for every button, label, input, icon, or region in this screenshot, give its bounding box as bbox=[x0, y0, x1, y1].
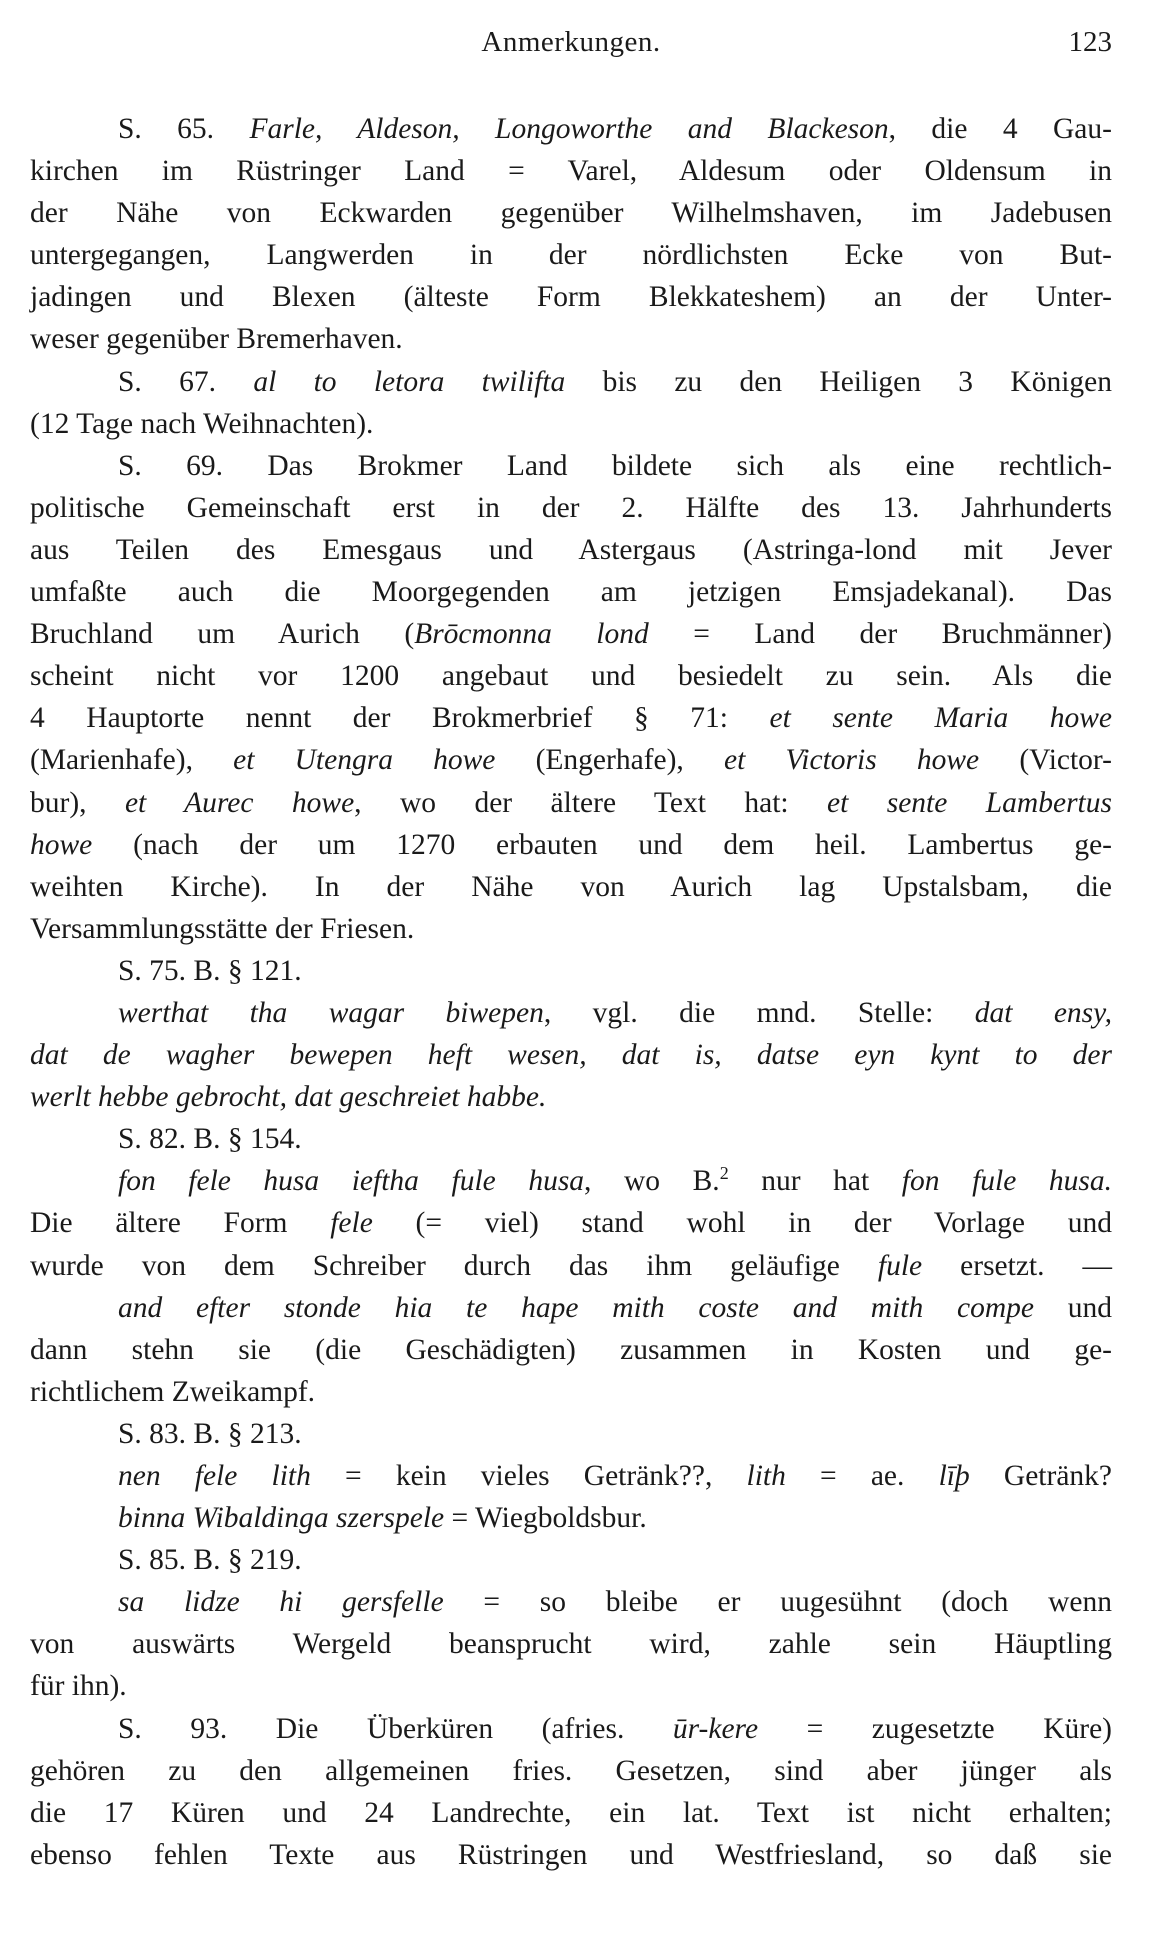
text-line bbox=[30, 150, 1112, 192]
italic-quote: et sente Maria howe bbox=[769, 702, 1112, 735]
italic-quote: howe bbox=[30, 828, 93, 861]
text-line bbox=[30, 1581, 1112, 1623]
text-run: und bbox=[1034, 1291, 1113, 1324]
text-run: bur), bbox=[30, 786, 125, 819]
text-line bbox=[30, 697, 1112, 739]
text-run: für ihn). bbox=[30, 1670, 127, 1703]
italic-quote: fon fule husa. bbox=[901, 1165, 1112, 1198]
text-run: , wo der ältere Text hat: bbox=[354, 786, 828, 819]
text-run: dann stehn sie (die Geschädigten) zusammen in Kosten und ge- bbox=[30, 1333, 1112, 1366]
text-line bbox=[30, 1539, 1112, 1581]
text-line bbox=[30, 361, 1112, 403]
text-run: S. 82. B. § 154. bbox=[118, 1123, 302, 1156]
text-run: weihten Kirche). In der Nähe von Aurich lag Upstalsbam, die bbox=[30, 870, 1112, 903]
text-line bbox=[30, 1834, 1112, 1876]
text-line bbox=[30, 1287, 1112, 1329]
text-line bbox=[30, 866, 1112, 908]
text-line bbox=[30, 1034, 1112, 1076]
italic-quote: werlt hebbe gebrocht, dat geschreiet habbe. bbox=[30, 1081, 547, 1114]
italic-quote: fon fele husa ieftha fule husa bbox=[118, 1165, 585, 1198]
text-run: S. 75. B. § 121. bbox=[118, 954, 302, 987]
notes-body bbox=[30, 108, 1112, 1876]
text-run: S. 69. Das Brokmer Land bildete sich als eine rechtlich- bbox=[118, 449, 1112, 482]
running-header bbox=[30, 26, 1112, 66]
text-run: S. 65. bbox=[118, 113, 250, 145]
text-line bbox=[30, 403, 1112, 445]
text-run: kirchen im Rüstringer Land = Varel, Aldesum oder Oldensum in bbox=[30, 155, 1112, 188]
text-run: umfaßte auch die Moorgegenden am jetzigen Emsjadekanal). Das bbox=[30, 576, 1112, 609]
text-line bbox=[30, 1665, 1112, 1707]
text-run: bis zu den Heiligen 3 Königen bbox=[565, 365, 1112, 398]
text-line bbox=[30, 1118, 1112, 1160]
text-run: aus Teilen des Emesgaus und Astergaus (Astringa-lond mit Jever bbox=[30, 533, 1112, 566]
text-run: (Marienhafe), bbox=[30, 744, 234, 777]
text-run: = zugesetzte Küre) bbox=[758, 1712, 1112, 1745]
text-run: (12 Tage nach Weihnachten). bbox=[30, 407, 374, 440]
italic-quote: sa lidze hi gersfelle bbox=[118, 1586, 444, 1619]
text-line bbox=[30, 192, 1112, 234]
italic-quote: dat ensy, bbox=[974, 996, 1112, 1029]
text-line bbox=[30, 1413, 1112, 1455]
italic-quote: et Aurec howe bbox=[124, 786, 355, 819]
text-line bbox=[30, 1371, 1112, 1413]
text-run: S. 67. bbox=[118, 365, 254, 398]
text-line bbox=[30, 487, 1112, 529]
text-line bbox=[30, 1497, 1112, 1539]
text-run: jadingen und Blexen (älteste Form Blekkateshem) an der Unter- bbox=[30, 281, 1112, 314]
italic-quote: Farle, Aldeson, Longoworthe and Blackeson bbox=[249, 113, 889, 145]
text-line bbox=[30, 571, 1112, 613]
superscript: 2 bbox=[719, 1163, 729, 1184]
italic-quote: al to letora twilifta bbox=[253, 365, 566, 398]
text-run: = kein vieles Getränk??, bbox=[310, 1460, 747, 1492]
text-run: S. 83. B. § 213. bbox=[118, 1417, 302, 1450]
text-line bbox=[30, 739, 1112, 781]
text-line bbox=[30, 950, 1112, 992]
text-line bbox=[30, 1708, 1112, 1750]
page-number: 123 bbox=[1068, 26, 1112, 58]
text-line bbox=[30, 908, 1112, 950]
italic-quote: werthat tha wagar biwepen bbox=[118, 996, 544, 1029]
text-line bbox=[30, 613, 1112, 655]
running-title: Anmerkungen. bbox=[481, 26, 661, 58]
text-line bbox=[30, 1623, 1112, 1665]
text-line bbox=[30, 276, 1112, 318]
text-run: = so bleibe er uugesühnt (doch wenn bbox=[443, 1586, 1112, 1619]
text-line bbox=[30, 318, 1112, 360]
italic-quote: fule bbox=[877, 1249, 923, 1282]
text-run: S. 85. B. § 219. bbox=[118, 1544, 302, 1577]
text-line bbox=[30, 529, 1112, 571]
text-run: (Engerhafe), bbox=[495, 744, 724, 777]
text-run: , die 4 Gau- bbox=[888, 113, 1112, 145]
text-run: 4 Hauptorte nennt der Brokmerbrief § 71: bbox=[30, 702, 770, 735]
text-run: Die ältere Form bbox=[30, 1207, 331, 1240]
text-run: Getränk? bbox=[969, 1460, 1113, 1492]
text-line bbox=[30, 655, 1112, 697]
text-line bbox=[30, 234, 1112, 276]
text-line bbox=[30, 1202, 1112, 1244]
text-run: , wo B. bbox=[584, 1165, 720, 1198]
text-line bbox=[30, 1076, 1112, 1118]
text-run: von auswärts Wergeld beansprucht wird, zahle sein Häuptling bbox=[30, 1628, 1112, 1661]
text-run: die 17 Küren und 24 Landrechte, ein lat. Text ist nicht erhalten; bbox=[30, 1796, 1112, 1829]
text-run: scheint nicht vor 1200 angebaut und besiedelt zu sein. Als die bbox=[30, 660, 1112, 693]
text-run: untergegangen, Langwerden in der nördlichsten Ecke von But- bbox=[30, 239, 1112, 272]
italic-quote: et Utengra howe bbox=[233, 744, 496, 777]
text-line bbox=[30, 1245, 1112, 1287]
text-run: nur hat bbox=[728, 1165, 902, 1198]
text-run: Versammlungsstätte der Friesen. bbox=[30, 912, 415, 945]
text-line bbox=[30, 1455, 1112, 1497]
text-run: (= viel) stand wohl in der Vorlage und bbox=[372, 1207, 1112, 1240]
text-run: wurde von dem Schreiber durch das ihm geläufige bbox=[30, 1249, 878, 1282]
text-line bbox=[30, 1160, 1112, 1202]
text-run: ebenso fehlen Texte aus Rüstringen und Westfriesland, so daß sie bbox=[30, 1838, 1112, 1871]
text-run: Bruchland um Aurich ( bbox=[30, 618, 415, 651]
italic-quote: et sente Lambertus bbox=[827, 786, 1112, 819]
italic-quote: līþ bbox=[938, 1460, 970, 1492]
text-line bbox=[30, 108, 1112, 150]
italic-quote: and efter stonde hia te hape mith coste and mith compe bbox=[118, 1291, 1034, 1324]
text-run: ersetzt. — bbox=[922, 1249, 1113, 1282]
italic-quote: dat de wagher bewepen heft wesen, dat is, datse eyn kynt to der bbox=[30, 1039, 1112, 1072]
text-run: gehören zu den allgemeinen fries. Gesetzen, sind aber jünger als bbox=[30, 1754, 1112, 1787]
text-line bbox=[30, 824, 1112, 866]
text-run: = Land der Bruchmänner) bbox=[648, 618, 1113, 651]
italic-quote: nen fele lith bbox=[118, 1460, 311, 1492]
italic-quote: ūr-kere bbox=[672, 1712, 759, 1745]
text-run: = ae. bbox=[785, 1460, 939, 1492]
text-run: richtlichem Zweikampf. bbox=[30, 1375, 316, 1408]
text-line bbox=[30, 445, 1112, 487]
text-run: politische Gemeinschaft erst in der 2. Hälfte des 13. Jahrhunderts bbox=[30, 491, 1112, 524]
italic-quote: binna Wibaldinga szerspele bbox=[118, 1502, 445, 1535]
italic-quote: fele bbox=[330, 1207, 373, 1240]
text-line bbox=[30, 1750, 1112, 1792]
text-line bbox=[30, 1329, 1112, 1371]
text-run: weser gegenüber Bremerhaven. bbox=[30, 323, 403, 356]
text-line bbox=[30, 992, 1112, 1034]
italic-quote: Brōcmonna lond bbox=[414, 618, 649, 651]
italic-quote: et Victoris howe bbox=[724, 744, 980, 777]
text-run: (nach der um 1270 erbauten und dem heil. Lambertus ge- bbox=[92, 828, 1112, 861]
text-run: , vgl. die mnd. Stelle: bbox=[543, 996, 975, 1029]
text-line bbox=[30, 782, 1112, 824]
text-run: (Victor- bbox=[979, 744, 1112, 777]
text-run: der Nähe von Eckwarden gegenüber Wilhelmshaven, im Jadebusen bbox=[30, 197, 1112, 230]
italic-quote: lith bbox=[746, 1460, 786, 1492]
text-line bbox=[30, 1792, 1112, 1834]
text-run: = Wiegboldsbur. bbox=[444, 1502, 647, 1535]
text-run: S. 93. Die Überküren (afries. bbox=[118, 1712, 673, 1745]
